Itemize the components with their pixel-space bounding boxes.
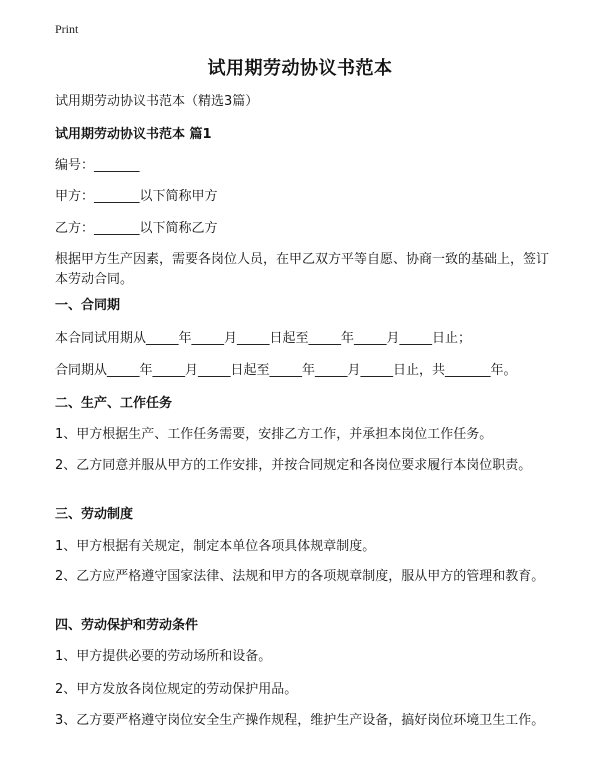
section-4-item-2: 2、甲方发放各岗位规定的劳动保护用品。 (55, 682, 298, 697)
section-4-item-1: 1、甲方提供必要的劳动场所和设备。 (55, 649, 272, 664)
section-2-heading: 二、生产、工作任务 (55, 396, 173, 411)
party-b-line: 乙方：_______以下简称乙方 (55, 221, 218, 236)
contract-number-line: 编号：_______ (55, 158, 140, 173)
intro-paragraph: 根据甲方生产因素，需要各岗位人员，在甲乙双方平等自愿、协商一致的基础上，签订本劳动合同。 (55, 252, 550, 287)
print-label: Print (55, 22, 79, 36)
section-2-item-2: 2、乙方同意并服从甲方的工作安排，并按合同规定和各岗位要求履行本岗位职责。 (55, 458, 532, 473)
section-4-heading: 四、劳动保护和劳动条件 (55, 618, 199, 633)
chapter-heading: 试用期劳动协议书范本 篇1 (55, 127, 212, 142)
document-subtitle: 试用期劳动协议书范本（精选3篇） (55, 94, 259, 109)
section-1-heading: 一、合同期 (55, 298, 121, 313)
party-a-line: 甲方：_______以下简称甲方 (55, 189, 218, 204)
section-3-heading: 三、劳动制度 (55, 507, 134, 522)
section-1-probation-period: 本合同试用期从_____年_____月_____日起至_____年_____月_____日止； (55, 331, 472, 346)
section-4-item-3: 3、乙方要严格遵守岗位安全生产操作规程，维护生产设备，搞好岗位环境卫生工作。 (55, 713, 545, 728)
section-1-contract-period: 合同期从_____年_____月_____日起至_____年_____月_____日止，共_______年。 (55, 363, 517, 378)
document-title: 试用期劳动协议书范本 (207, 58, 393, 79)
section-3-item-2: 2、乙方应严格遵守国家法律、法规和甲方的各项规章制度，服从甲方的管理和教育。 (55, 569, 545, 584)
section-3-item-1: 1、甲方根据有关规定，制定本单位各项具体规章制度。 (55, 539, 376, 554)
section-2-item-1: 1、甲方根据生产、工作任务需要，安排乙方工作，并承担本岗位工作任务。 (55, 427, 493, 442)
